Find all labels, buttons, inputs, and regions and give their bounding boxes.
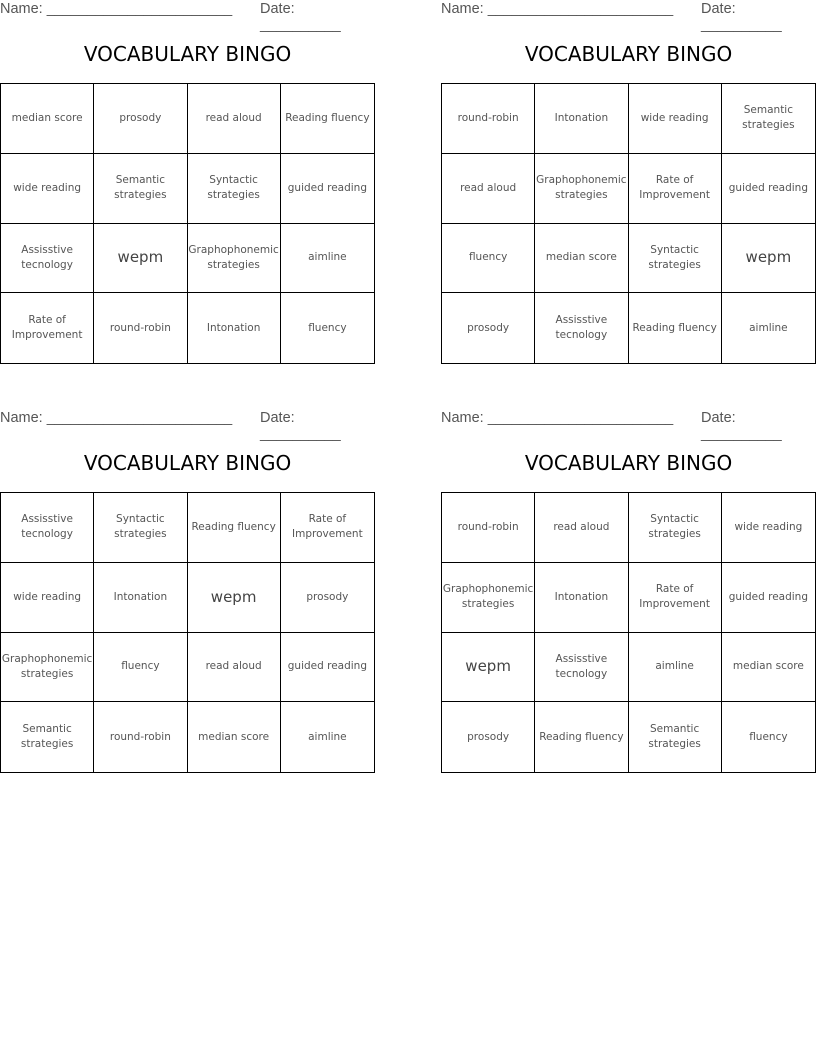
bingo-cell: guided reading xyxy=(722,154,815,224)
card-header xyxy=(0,410,375,442)
bingo-cell: prosody xyxy=(94,84,187,154)
bingo-cell: Assisstive tecnology xyxy=(535,293,628,363)
bingo-cell: Graphophonemic strategies xyxy=(1,633,94,703)
bingo-cell: wide reading xyxy=(1,563,94,633)
date-field[interactable]: Date: __________ xyxy=(701,1,782,33)
bingo-cell: Rate of Improvement xyxy=(629,563,722,633)
bingo-card xyxy=(0,0,375,365)
bingo-cell: aimline xyxy=(749,321,788,334)
bingo-cell: Syntactic strategies xyxy=(629,493,722,563)
bingo-cell: wepm xyxy=(94,224,187,294)
bingo-cell: aimline xyxy=(281,224,374,294)
card-header xyxy=(441,1,816,33)
name-field[interactable]: Name: _______________________ xyxy=(441,410,674,426)
bingo-cell: Semantic strategies xyxy=(629,702,722,772)
bingo-cell: fluency xyxy=(442,224,535,294)
bingo-cell: Intonation xyxy=(535,84,628,154)
bingo-cell: read aloud xyxy=(188,633,281,703)
bingo-grid xyxy=(0,492,375,773)
bingo-cell: guided reading xyxy=(281,633,374,703)
bingo-cell: prosody xyxy=(281,563,374,633)
bingo-cell: wepm xyxy=(188,563,281,633)
bingo-cell: wide reading xyxy=(722,493,815,563)
bingo-cell: Reading fluency xyxy=(629,293,722,363)
name-field[interactable]: Name: _______________________ xyxy=(0,1,233,17)
bingo-grid xyxy=(441,83,816,364)
bingo-cell: Assisstive tecnology xyxy=(1,493,94,563)
bingo-cell: prosody xyxy=(442,702,535,772)
bingo-cell: Reading fluency xyxy=(281,84,374,154)
bingo-cell: read aloud xyxy=(535,493,628,563)
bingo-cell: fluency xyxy=(749,730,788,743)
card-title: VOCABULARY BINGO xyxy=(83,451,292,475)
bingo-cell: wide reading xyxy=(1,154,94,224)
bingo-cell: read aloud xyxy=(188,84,281,154)
bingo-cell: round-robin xyxy=(442,84,535,154)
bingo-cell: Semantic strategies xyxy=(1,702,94,772)
bingo-cell: Intonation xyxy=(94,563,187,633)
card-title: VOCABULARY BINGO xyxy=(83,42,292,66)
bingo-cell: guided reading xyxy=(281,154,374,224)
bingo-cell: median score xyxy=(722,633,815,703)
bingo-card xyxy=(0,409,375,774)
bingo-cell: read aloud xyxy=(442,154,535,224)
bingo-cell: median score xyxy=(188,702,281,772)
date-field[interactable]: Date: __________ xyxy=(701,410,782,442)
bingo-cell: Syntactic strategies xyxy=(94,493,187,563)
bingo-cell: Syntactic strategies xyxy=(629,224,722,294)
bingo-grid xyxy=(441,492,816,773)
bingo-cell: median score xyxy=(535,224,628,294)
bingo-cell: Intonation xyxy=(188,293,281,363)
bingo-cell: round-robin xyxy=(94,293,187,363)
bingo-cell: Graphophonemic strategies xyxy=(535,154,628,224)
bingo-cell: Rate of Improvement xyxy=(629,154,722,224)
bingo-cell: aimline xyxy=(308,730,347,743)
date-field[interactable]: Date: __________ xyxy=(260,1,341,33)
bingo-cell: round-robin xyxy=(94,702,187,772)
bingo-cell: Rate of Improvement xyxy=(1,293,94,363)
name-field[interactable]: Name: _______________________ xyxy=(0,410,233,426)
bingo-cell: prosody xyxy=(442,293,535,363)
card-title: VOCABULARY BINGO xyxy=(524,451,733,475)
card-header xyxy=(0,1,375,33)
name-field[interactable]: Name: _______________________ xyxy=(441,1,674,17)
bingo-cell: fluency xyxy=(94,633,187,703)
bingo-cell: Semantic strategies xyxy=(94,154,187,224)
bingo-cell: Rate of Improvement xyxy=(281,493,374,563)
bingo-cell: median score xyxy=(1,84,94,154)
bingo-cell: wide reading xyxy=(629,84,722,154)
card-title: VOCABULARY BINGO xyxy=(524,42,733,66)
bingo-grid xyxy=(0,83,375,364)
bingo-cell: guided reading xyxy=(722,563,815,633)
bingo-cell: wepm xyxy=(722,224,815,294)
date-field[interactable]: Date: __________ xyxy=(260,410,341,442)
bingo-cell: wepm xyxy=(442,633,535,703)
bingo-cell: Syntactic strategies xyxy=(188,154,281,224)
bingo-cell: Graphophonemic strategies xyxy=(442,563,535,633)
bingo-card xyxy=(441,0,816,365)
bingo-cell: Reading fluency xyxy=(188,493,281,563)
bingo-cell: Graphophonemic strategies xyxy=(188,224,281,294)
bingo-cell: Intonation xyxy=(535,563,628,633)
bingo-cell: Reading fluency xyxy=(535,702,628,772)
card-header xyxy=(441,410,816,442)
bingo-cell: aimline xyxy=(629,633,722,703)
bingo-card xyxy=(441,409,816,774)
bingo-cell: Semantic strategies xyxy=(722,84,815,154)
bingo-cell: Assisstive tecnology xyxy=(1,224,94,294)
bingo-cell: fluency xyxy=(308,321,347,334)
bingo-cell: Assisstive tecnology xyxy=(535,633,628,703)
bingo-cell: round-robin xyxy=(442,493,535,563)
